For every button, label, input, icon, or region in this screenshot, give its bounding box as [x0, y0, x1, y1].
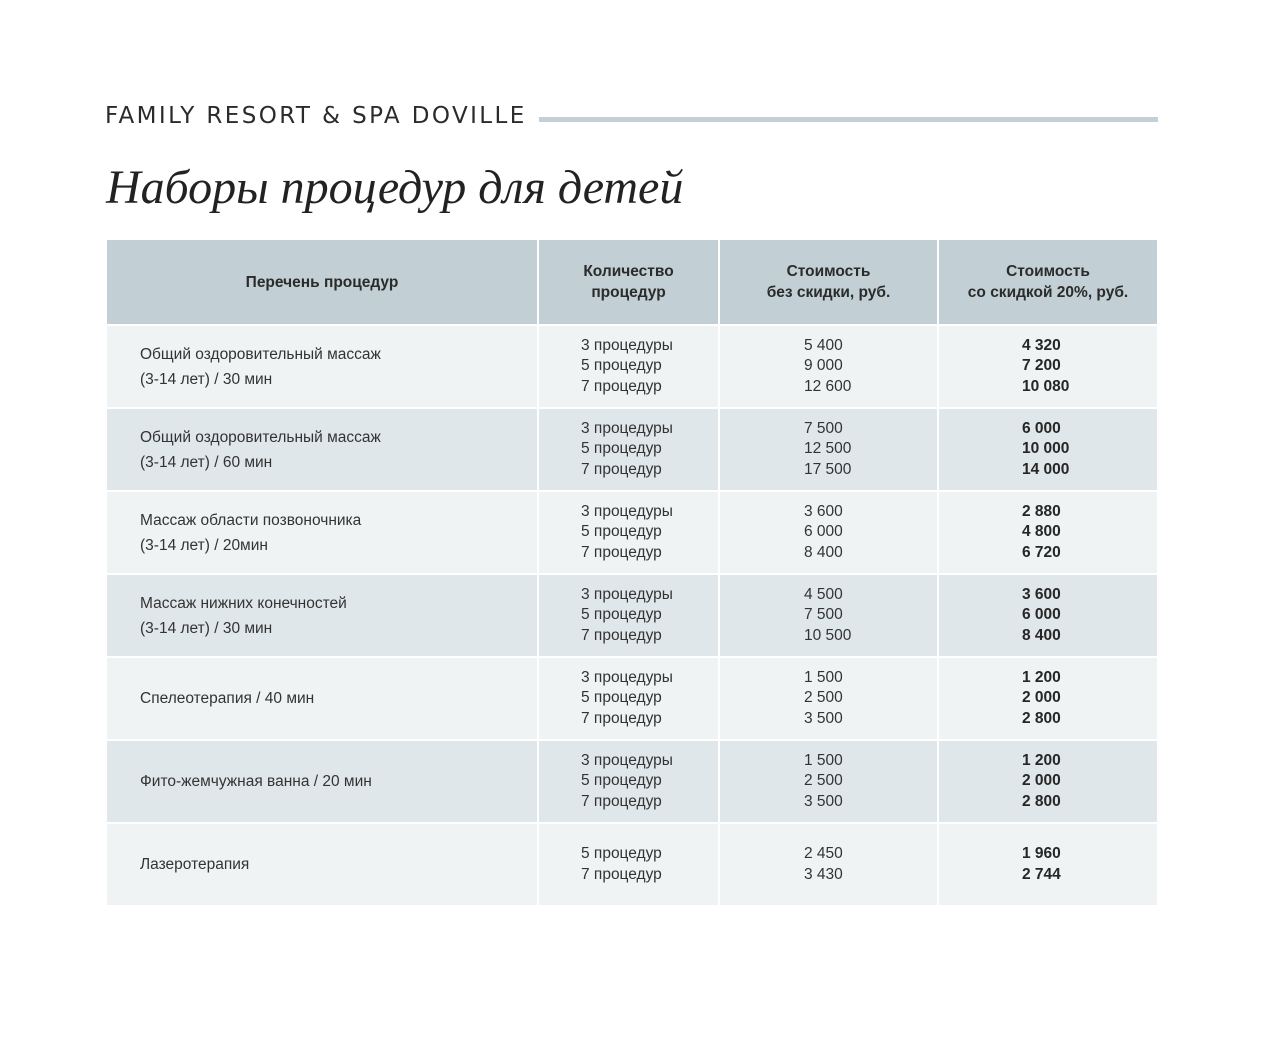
discounted-prices: 6 000 10 000 14 000 — [938, 408, 1157, 491]
column-header-discount-price: Стоимость со скидкой 20%, руб. — [938, 240, 1157, 325]
procedure-counts: 3 процедуры 5 процедур 7 процедур — [538, 657, 719, 740]
procedure-name: Массаж области позвоночника (3-14 лет) / 20мин — [107, 491, 538, 574]
procedure-name: Фито-жемчужная ванна / 20 мин — [107, 740, 538, 823]
discounted-prices: 4 320 7 200 10 080 — [938, 325, 1157, 408]
discounted-prices: 1 200 2 000 2 800 — [938, 740, 1157, 823]
discounted-prices: 1 960 2 744 — [938, 823, 1157, 906]
procedure-name: Спелеотерапия / 40 мин — [107, 657, 538, 740]
brand-divider — [539, 117, 1158, 122]
table-row — [107, 325, 1157, 408]
procedure-counts: 3 процедуры 5 процедур 7 процедур — [538, 325, 719, 408]
procedure-name: Лазеротерапия — [107, 823, 538, 906]
table-row — [107, 408, 1157, 491]
procedure-counts: 3 процедуры 5 процедур 7 процедур — [538, 740, 719, 823]
table-row — [107, 823, 1157, 906]
procedure-counts: 3 процедуры 5 процедур 7 процедур — [538, 491, 719, 574]
column-header-price: Стоимость без скидки, руб. — [719, 240, 938, 325]
procedure-counts: 5 процедур 7 процедур — [538, 823, 719, 906]
prices: 7 500 12 500 17 500 — [719, 408, 938, 491]
discounted-prices: 2 880 4 800 6 720 — [938, 491, 1157, 574]
brand-name: FAMILY RESORT & SPA DOVILLE — [105, 103, 527, 129]
procedure-counts: 3 процедуры 5 процедур 7 процедур — [538, 574, 719, 657]
table-header-row — [107, 240, 1157, 325]
column-header-count: Количество процедур — [538, 240, 719, 325]
procedure-name: Массаж нижних конечностей (3-14 лет) / 30 мин — [107, 574, 538, 657]
price-table — [107, 240, 1157, 907]
page-title: Наборы процедур для детей — [106, 161, 684, 214]
table-row — [107, 657, 1157, 740]
procedure-counts: 3 процедуры 5 процедур 7 процедур — [538, 408, 719, 491]
prices: 1 500 2 500 3 500 — [719, 740, 938, 823]
brand-header — [105, 102, 1158, 130]
procedure-name: Общий оздоровительный массаж (3-14 лет) / 30 мин — [107, 325, 538, 408]
prices: 5 400 9 000 12 600 — [719, 325, 938, 408]
table-row — [107, 574, 1157, 657]
prices: 4 500 7 500 10 500 — [719, 574, 938, 657]
discounted-prices: 1 200 2 000 2 800 — [938, 657, 1157, 740]
prices: 2 450 3 430 — [719, 823, 938, 906]
column-header-procedures: Перечень процедур — [107, 240, 538, 325]
table-row — [107, 491, 1157, 574]
prices: 1 500 2 500 3 500 — [719, 657, 938, 740]
prices: 3 600 6 000 8 400 — [719, 491, 938, 574]
table-row — [107, 740, 1157, 823]
procedure-name: Общий оздоровительный массаж (3-14 лет) / 60 мин — [107, 408, 538, 491]
discounted-prices: 3 600 6 000 8 400 — [938, 574, 1157, 657]
